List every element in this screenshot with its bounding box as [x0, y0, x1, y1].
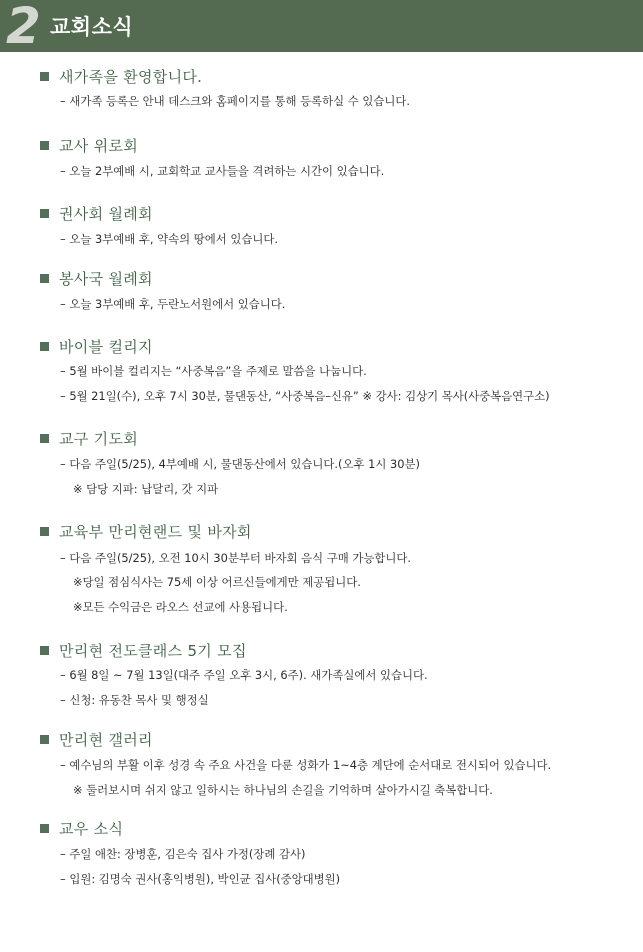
- square-bullet-icon: [40, 274, 49, 283]
- section-note: ※ 둘러보시며 쉬지 않고 일하시는 하나님의 손길을 기억하며 살아가시길 축복합니다.: [73, 783, 493, 797]
- page-header: [0, 0, 643, 52]
- section-title: 교사 위로회: [40, 135, 138, 157]
- square-bullet-icon: [40, 824, 49, 833]
- square-bullet-icon: [40, 342, 49, 351]
- square-bullet-icon: [40, 209, 49, 218]
- section-title: 교구 기도회: [40, 428, 138, 450]
- square-bullet-icon: [40, 141, 49, 150]
- section-line: – 오늘 3부예배 후, 두란노서원에서 있습니다.: [60, 297, 286, 311]
- section-line: – 다음 주일(5/25), 4부예배 시, 물댄동산에서 있습니다.(오후 1시 30분): [60, 457, 420, 471]
- section-title: 봉사국 월례회: [40, 268, 153, 290]
- section-title: 만리현 전도클래스 5기 모집: [40, 640, 247, 662]
- square-bullet-icon: [40, 646, 49, 655]
- section-title: 교육부 만리현랜드 및 바자회: [40, 521, 252, 543]
- section-line: – 신청: 유동찬 목사 및 행정실: [60, 693, 209, 707]
- section-note: ※모든 수익금은 라오스 선교에 사용됩니다.: [73, 600, 288, 614]
- square-bullet-icon: [40, 72, 49, 81]
- section-line: – 오늘 2부예배 시, 교회학교 교사들을 격려하는 시간이 있습니다.: [60, 164, 385, 178]
- section-line: – 6월 8일 ~ 7월 13일(대주 주일 오후 3시, 6주). 새가족실에서 있습니다.: [60, 668, 428, 682]
- section-number: 2: [6, 0, 41, 52]
- section-title: 권사회 월례회: [40, 203, 153, 225]
- section-line: – 오늘 3부예배 후, 약속의 땅에서 있습니다.: [60, 232, 278, 246]
- page-title: 교회소식: [50, 15, 134, 39]
- section-line: – 5월 바이블 컬리지는 “사중복음”을 주제로 말씀을 나눕니다.: [60, 364, 367, 378]
- section-title: 만리현 갤러리: [40, 729, 153, 751]
- section-note: ※ 담당 지파: 납달리, 갓 지파: [73, 482, 219, 496]
- section-line: – 입원: 김명숙 권사(홍익병원), 박인균 집사(중앙대병원): [60, 872, 341, 886]
- square-bullet-icon: [40, 527, 49, 536]
- square-bullet-icon: [40, 735, 49, 744]
- section-title: 교우 소식: [40, 818, 123, 840]
- square-bullet-icon: [40, 434, 49, 443]
- section-line: – 예수님의 부활 이후 성경 속 주요 사건을 다룬 성화가 1~4층 계단에 순서대로 전시되어 있습니다.: [60, 758, 552, 772]
- section-title: 바이블 컬리지: [40, 336, 153, 358]
- section-line: – 새가족 등록은 안내 데스크와 홈페이지를 통해 등록하실 수 있습니다.: [60, 94, 410, 108]
- section-line: – 다음 주일(5/25), 오전 10시 30분부터 바자회 음식 구매 가능합니다.: [60, 551, 412, 565]
- section-note: ※당일 점심식사는 75세 이상 어르신들에게만 제공됩니다.: [73, 575, 361, 589]
- section-title: 새가족을 환영합니다.: [40, 66, 202, 88]
- section-line: – 주일 애찬: 장병훈, 김은숙 집사 가정(장례 감사): [60, 847, 306, 861]
- section-line: – 5월 21일(수), 오후 7시 30분, 물댄동산, “사중복음–신유” ※ 강사: 김상기 목사(사중복음연구소): [60, 389, 550, 403]
